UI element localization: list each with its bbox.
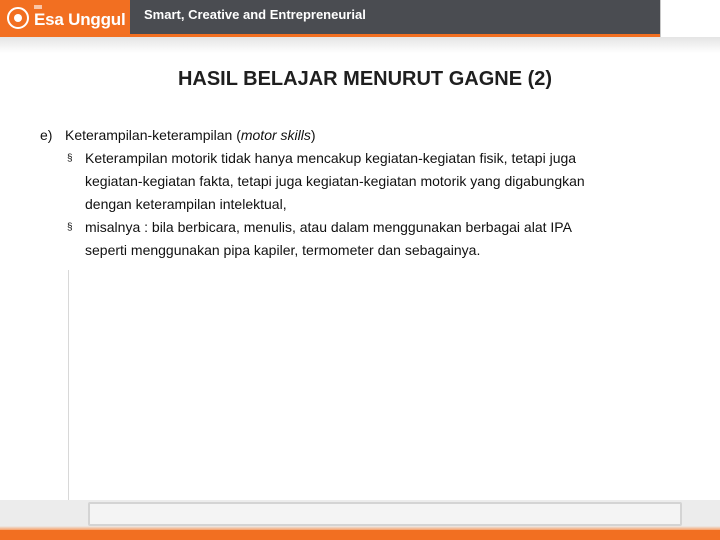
item-label-suffix: ) [310, 127, 316, 143]
slide-title: HASIL BELAJAR MENURUT GAGNE (2) [177, 68, 553, 90]
bullet-line: misalnya : bila berbicara, menulis, atau dalam menggunakan berbagai alat IPA [85, 219, 572, 235]
square-bullet-icon: § [67, 222, 73, 233]
decorative-vertical-line [68, 270, 69, 500]
footer-accent-stripe [0, 530, 720, 540]
emblem-icon [7, 7, 29, 29]
slide-body [40, 124, 690, 262]
logo-text: Esa Unggul [34, 10, 126, 29]
tagline-bar [130, 0, 660, 37]
logo-small-text-mark [34, 5, 42, 9]
bullet-line: Keterampilan motorik tidak hanya mencakup kegiatan-kegiatan fisik, tetapi juga [85, 150, 577, 166]
bullet-item [40, 147, 690, 216]
item-label-italic: motor skills [240, 127, 311, 143]
list-marker: e) [40, 127, 53, 143]
header-shadow [0, 37, 720, 53]
bullet-line: seperti menggunakan pipa kapiler, termometer dan sebagainya. [85, 242, 481, 258]
header-right-panel [660, 0, 720, 37]
footer-frame [88, 502, 682, 526]
square-bullet-icon: § [67, 153, 73, 164]
university-logo[interactable] [0, 0, 130, 37]
bullet-line: kegiatan-kegiatan fakta, tetapi juga kegiatan-kegiatan motorik yang digabungkan [85, 173, 585, 189]
list-item-e [40, 124, 690, 147]
item-label-prefix: Keterampilan-keterampilan ( [65, 127, 241, 143]
bullet-line: dengan keterampilan intelektual, [85, 196, 287, 212]
bullet-item [40, 216, 690, 262]
tagline: Smart, Creative and Entrepreneurial [144, 7, 366, 22]
